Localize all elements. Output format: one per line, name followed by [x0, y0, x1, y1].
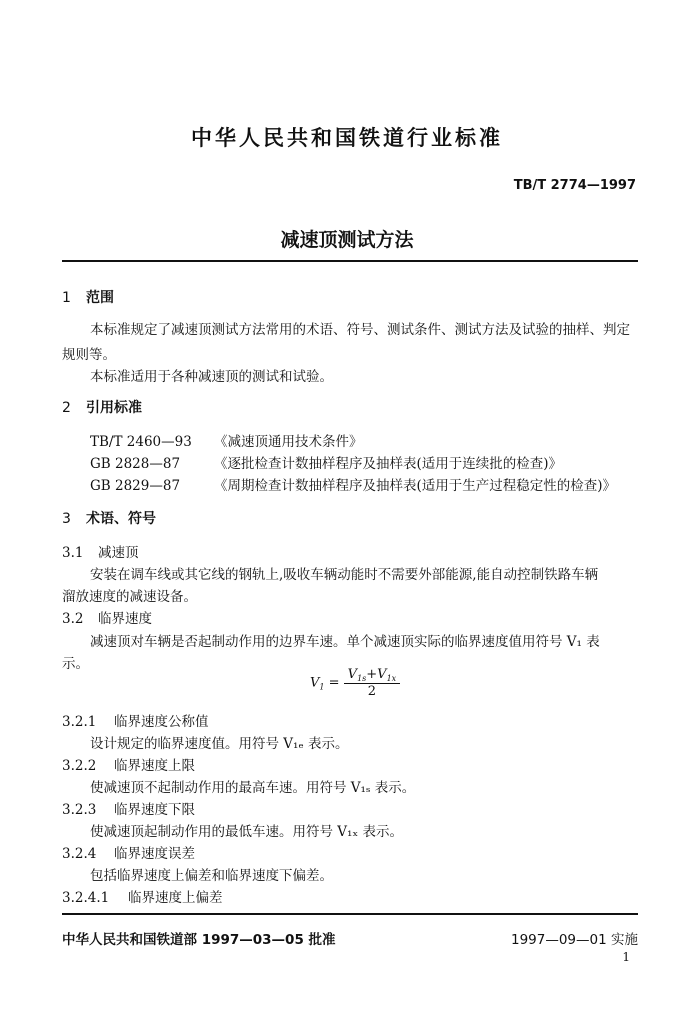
issuing-org: 中华人民共和国铁道行业标准 — [191, 126, 503, 150]
section-1-heading: 1 范围 — [62, 290, 114, 306]
reference-item: GB 2829—87 《周期检查计数抽样程序及抽样表(适用于生产过程稳定性的检查)》 — [90, 478, 617, 494]
clause-3-2-1-text: 设计规定的临界速度值。用符号 V₁ₑ 表示。 — [90, 736, 349, 752]
section-3-heading: 3 术语、符号 — [62, 511, 156, 527]
clause-3-2-4-text: 包括临界速度上偏差和临界速度下偏差。 — [90, 868, 333, 884]
clause-3-2-4-heading: 3.2.4 临界速度误差 — [62, 846, 195, 862]
page-number: 1 — [622, 950, 630, 964]
header-rule — [62, 260, 638, 262]
clause-3-2-text: 减速顶对车辆是否起制动作用的边界车速。单个减速顶实际的临界速度值用符号 V₁ 表 — [90, 634, 600, 650]
clause-3-2-4-1-heading: 3.2.4.1 临界速度上偏差 — [62, 890, 223, 906]
clause-3-1-text-cont: 溜放速度的减速设备。 — [62, 589, 197, 605]
section-2-heading: 2 引用标准 — [62, 400, 142, 416]
clause-3-2-2-text: 使减速顶不起制动作用的最高车速。用符号 V₁ₛ 表示。 — [90, 780, 416, 796]
clause-3-2-2-heading: 3.2.2 临界速度上限 — [62, 758, 195, 774]
formula-fraction: $\frac{V_{1s}+V_{1x}}{2}$ — [344, 667, 401, 699]
clause-3-1-heading: 3.1 减速顶 — [62, 545, 139, 561]
clause-3-2-3-heading: 3.2.3 临界速度下限 — [62, 802, 195, 818]
clause-3-2-1-heading: 3.2.1 临界速度公称值 — [62, 714, 209, 730]
clause-3-2-3-text: 使减速顶起制动作用的最低车速。用符号 V₁ₓ 表示。 — [90, 824, 403, 840]
effective-date: 1997—09—01 实施 — [510, 932, 638, 948]
critical-speed-formula: $V_1$ = $\frac{V_{1s}+V_{1x}}{2}$ — [310, 667, 400, 699]
clause-3-2-text-cont: 示。 — [62, 656, 89, 672]
clause-3-2-heading: 3.2 临界速度 — [62, 611, 152, 627]
approval-statement: 中华人民共和国铁道部 1997—03—05 批准 — [62, 932, 336, 948]
document-title: 减速顶测试方法 — [280, 229, 414, 251]
section-1-para-1-cont: 规则等。 — [62, 347, 116, 363]
standard-code: TB/T 2774—1997 — [513, 178, 636, 193]
section-1-para-1: 本标准规定了减速顶测试方法常用的术语、符号、测试条件、测试方法及试验的抽样、判定 — [90, 322, 630, 338]
section-1-para-2: 本标准适用于各种减速顶的测试和试验。 — [90, 369, 333, 385]
reference-item: GB 2828—87 《逐批检查计数抽样程序及抽样表(适用于连续批的检查)》 — [90, 456, 563, 472]
reference-item: TB/T 2460—93 《减速顶通用技术条件》 — [90, 434, 363, 450]
clause-3-1-text: 安装在调车线或其它线的钢轨上,吸收车辆动能时不需要外部能源,能自动控制铁路车辆 — [90, 567, 599, 583]
footer-rule — [62, 913, 638, 915]
